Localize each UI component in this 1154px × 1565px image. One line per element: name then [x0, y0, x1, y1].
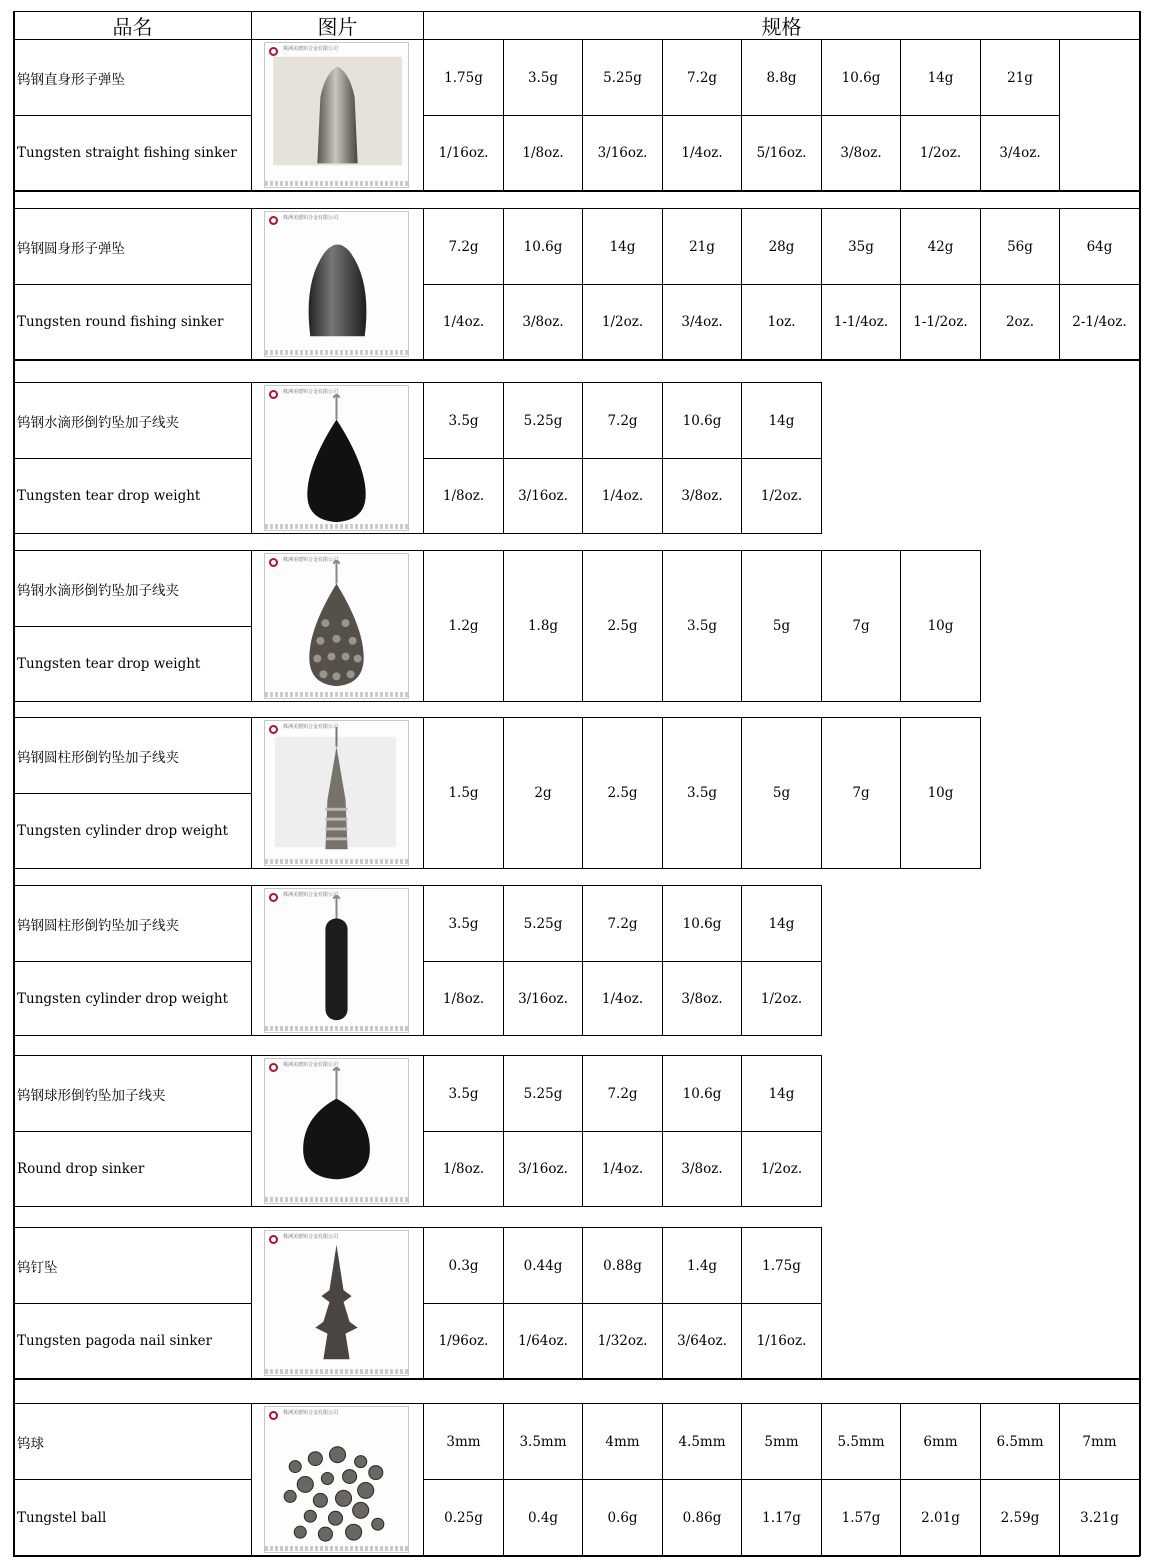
spec-row1-cell: 35g	[821, 208, 901, 285]
bullet-round-icon	[252, 209, 423, 359]
spec-row1-cell: 3.5mm	[503, 1403, 583, 1480]
image-footer	[265, 692, 408, 697]
bullet-round-icon-drawing	[265, 212, 408, 356]
product-image-cell	[251, 39, 424, 191]
spec-row2-cell: 3/8oz.	[662, 458, 742, 534]
spec-weight-cell: 10g	[900, 717, 981, 869]
spec-row2-cell: 3.21g	[1059, 1479, 1140, 1556]
spec-row2-cell: 1.57g	[821, 1479, 901, 1556]
spec-row1-cell: 5.25g	[582, 39, 663, 116]
spec-row2-cell: 1/8oz.	[503, 115, 583, 191]
spec-row1-cell: 1.75g	[741, 1227, 822, 1304]
spec-row2-cell: 1oz.	[741, 284, 822, 360]
spec-row2-cell: 1-1/2oz.	[900, 284, 981, 360]
spec-row1-cell: 14g	[900, 39, 981, 116]
spec-row2-cell: 1/16oz.	[423, 115, 504, 191]
spec-row1-cell: 5.25g	[503, 1055, 583, 1132]
spec-weight-cell: 5g	[741, 717, 822, 869]
spec-row2-cell: 1-1/4oz.	[821, 284, 901, 360]
product-name-en: Round drop sinker	[13, 1131, 252, 1207]
spec-row1-cell: 3.5g	[423, 382, 504, 459]
spec-row1-cell: 14g	[741, 382, 822, 459]
product-name-en: Tungsten straight fishing sinker	[13, 115, 252, 191]
block-separator	[13, 1555, 1140, 1557]
brand-line: 株洲美德钨合金有限公司	[283, 557, 339, 563]
product-name-cn: 钨钉坠	[13, 1227, 252, 1304]
product-name-cn: 钨钢水滴形倒钓坠加子线夹	[13, 382, 252, 459]
spec-row2-cell: 1/4oz.	[582, 961, 663, 1036]
spec-row2-cell: 3/16oz.	[503, 961, 583, 1036]
bullet-straight-icon	[252, 40, 423, 190]
product-image-cell	[251, 550, 424, 702]
spec-row2-cell: 2.59g	[980, 1479, 1060, 1556]
bullet-straight-icon-drawing	[265, 43, 408, 187]
product-image-cell	[251, 1227, 424, 1379]
spec-row1-cell: 14g	[741, 1055, 822, 1132]
spec-row2-cell: 1/8oz.	[423, 961, 504, 1036]
spec-weight-cell: 2g	[503, 717, 583, 869]
image-footer	[265, 859, 408, 864]
spec-weight-cell: 7g	[821, 717, 901, 869]
spec-row1-cell: 10.6g	[503, 208, 583, 285]
block-separator	[13, 1378, 1140, 1380]
product-name-cn: 钨钢水滴形倒钓坠加子线夹	[13, 550, 252, 627]
spec-row2-cell: 1/4oz.	[582, 458, 663, 534]
teardrop-studded-icon-drawing	[265, 554, 408, 698]
product-name-en: Tungsten cylinder drop weight	[13, 961, 252, 1036]
product-name-cn: 钨钢圆柱形倒钓坠加子线夹	[13, 717, 252, 794]
spec-row2-cell: 1/4oz.	[582, 1131, 663, 1207]
spec-row2-cell: 3/4oz.	[980, 115, 1060, 191]
spec-row2-cell: 1/2oz.	[900, 115, 981, 191]
header-spec: 规格	[423, 11, 1140, 40]
spec-row1-cell: 10.6g	[662, 885, 742, 962]
spec-row2-cell: 3/8oz.	[662, 1131, 742, 1207]
spec-row1-cell: 0.44g	[503, 1227, 583, 1304]
empty-spec-area	[1059, 39, 1140, 191]
image-footer	[265, 1546, 408, 1551]
spec-row2-cell: 5/16oz.	[741, 115, 822, 191]
spec-row1-cell: 5.25g	[503, 382, 583, 459]
spec-row1-cell: 6mm	[900, 1403, 981, 1480]
spec-row2-cell: 1/2oz.	[741, 961, 822, 1036]
product-name-cn: 钨球	[13, 1403, 252, 1480]
spec-row1-cell: 5mm	[741, 1403, 822, 1480]
tungsten-balls-icon	[252, 1404, 423, 1555]
spec-row2-cell: 3/16oz.	[582, 115, 663, 191]
teardrop-icon	[252, 383, 423, 533]
brand-line: 株洲美德钨合金有限公司	[283, 1410, 339, 1416]
spec-row1-cell: 7.2g	[582, 382, 663, 459]
spec-row2-cell: 2.01g	[900, 1479, 981, 1556]
brand-line: 株洲美德钨合金有限公司	[283, 389, 339, 395]
spec-row1-cell: 7.2g	[662, 39, 742, 116]
spec-row1-cell: 56g	[980, 208, 1060, 285]
spec-row2-cell: 0.6g	[582, 1479, 663, 1556]
spec-weight-cell: 2.5g	[582, 717, 663, 869]
spec-row2-cell: 1/8oz.	[423, 1131, 504, 1207]
product-name-cn: 钨钢圆身形子弹坠	[13, 208, 252, 285]
spec-row1-cell: 42g	[900, 208, 981, 285]
product-name-cn: 钨钢圆柱形倒钓坠加子线夹	[13, 885, 252, 962]
image-footer	[265, 181, 408, 186]
product-image-cell	[251, 1403, 424, 1556]
block-separator	[13, 359, 1140, 361]
spec-row1-cell: 21g	[662, 208, 742, 285]
spec-row2-cell: 1/32oz.	[582, 1303, 663, 1379]
spec-row1-cell: 4.5mm	[662, 1403, 742, 1480]
header-name: 品名	[13, 11, 252, 40]
spec-row2-cell: 1/16oz.	[741, 1303, 822, 1379]
image-footer	[265, 350, 408, 355]
brand-line: 株洲美德钨合金有限公司	[283, 724, 339, 730]
spec-row1-cell: 28g	[741, 208, 822, 285]
spec-weight-cell: 2.5g	[582, 550, 663, 702]
brand-line: 株洲美德钨合金有限公司	[283, 1234, 339, 1240]
spec-row2-cell: 1/2oz.	[741, 1131, 822, 1207]
spec-row2-cell: 3/16oz.	[503, 1131, 583, 1207]
spec-row1-cell: 6.5mm	[980, 1403, 1060, 1480]
spec-row1-cell: 10.6g	[821, 39, 901, 116]
spec-row2-cell: 2-1/4oz.	[1059, 284, 1140, 360]
spec-row2-cell: 3/8oz.	[662, 961, 742, 1036]
spec-row2-cell: 3/4oz.	[662, 284, 742, 360]
spec-row2-cell: 1/2oz.	[741, 458, 822, 534]
spec-row1-cell: 1.75g	[423, 39, 504, 116]
spec-row1-cell: 0.3g	[423, 1227, 504, 1304]
spec-weight-cell: 3.5g	[662, 717, 742, 869]
brand-line: 株洲美德钨合金有限公司	[283, 215, 339, 221]
header-picture: 图片	[251, 11, 424, 40]
product-image-cell	[251, 717, 424, 869]
spec-row2-cell: 0.86g	[662, 1479, 742, 1556]
cylinder-icon	[252, 886, 423, 1035]
brand-line: 株洲美德钨合金有限公司	[283, 46, 339, 52]
image-footer	[265, 1197, 408, 1202]
spec-row2-cell: 3/16oz.	[503, 458, 583, 534]
spec-weight-cell: 1.5g	[423, 717, 504, 869]
spec-row1-cell: 1.4g	[662, 1227, 742, 1304]
teardrop-studded-icon	[252, 551, 423, 701]
spec-row2-cell: 3/64oz.	[662, 1303, 742, 1379]
block-separator	[13, 190, 1140, 192]
spec-row1-cell: 5.25g	[503, 885, 583, 962]
product-name-en: Tungsten cylinder drop weight	[13, 793, 252, 869]
spec-row1-cell: 10.6g	[662, 382, 742, 459]
spec-row1-cell: 3mm	[423, 1403, 504, 1480]
spec-row2-cell: 1/4oz.	[423, 284, 504, 360]
spec-weight-cell: 5g	[741, 550, 822, 702]
product-image-cell	[251, 885, 424, 1036]
spec-row1-cell: 3.5g	[423, 885, 504, 962]
spec-row1-cell: 5.5mm	[821, 1403, 901, 1480]
product-name-cn: 钨钢球形倒钓坠加子线夹	[13, 1055, 252, 1132]
spec-row1-cell: 7.2g	[582, 1055, 663, 1132]
round-drop-icon-drawing	[265, 1059, 408, 1203]
product-image-cell	[251, 1055, 424, 1207]
spec-row1-cell: 8.8g	[741, 39, 822, 116]
spec-row1-cell: 4mm	[582, 1403, 663, 1480]
image-footer	[265, 1026, 408, 1031]
spec-weight-cell: 1.8g	[503, 550, 583, 702]
spec-row2-cell: 3/8oz.	[821, 115, 901, 191]
product-name-en: Tungstel ball	[13, 1479, 252, 1556]
spec-row2-cell: 0.4g	[503, 1479, 583, 1556]
spec-row2-cell: 0.25g	[423, 1479, 504, 1556]
spec-row1-cell: 0.88g	[582, 1227, 663, 1304]
product-image-cell	[251, 382, 424, 534]
spec-row1-cell: 14g	[741, 885, 822, 962]
cylinder-grooved-icon	[252, 718, 423, 868]
spec-weight-cell: 7g	[821, 550, 901, 702]
spec-weight-cell: 3.5g	[662, 550, 742, 702]
spec-row1-cell: 7.2g	[423, 208, 504, 285]
product-image-cell	[251, 208, 424, 360]
spec-row2-cell: 1/2oz.	[582, 284, 663, 360]
teardrop-icon-drawing	[265, 386, 408, 530]
spec-row1-cell: 3.5g	[503, 39, 583, 116]
brand-line: 株洲美德钨合金有限公司	[283, 892, 339, 898]
product-name-en: Tungsten tear drop weight	[13, 458, 252, 534]
spec-row1-cell: 64g	[1059, 208, 1140, 285]
product-name-cn: 钨钢直身形子弹坠	[13, 39, 252, 116]
spec-row1-cell: 3.5g	[423, 1055, 504, 1132]
image-footer	[265, 1369, 408, 1374]
spec-row1-cell: 7.2g	[582, 885, 663, 962]
product-name-en: Tungsten round fishing sinker	[13, 284, 252, 360]
spec-row1-cell: 7mm	[1059, 1403, 1140, 1480]
spec-row2-cell: 1/8oz.	[423, 458, 504, 534]
spec-row2-cell: 1/4oz.	[662, 115, 742, 191]
cylinder-icon-drawing	[265, 889, 408, 1032]
spec-row2-cell: 1.17g	[741, 1479, 822, 1556]
pagoda-nail-icon	[252, 1228, 423, 1378]
tungsten-balls-icon-drawing	[265, 1407, 408, 1552]
spec-row2-cell: 1/96oz.	[423, 1303, 504, 1379]
spec-row2-cell: 3/8oz.	[503, 284, 583, 360]
spec-row1-cell: 14g	[582, 208, 663, 285]
product-name-en: Tungsten pagoda nail sinker	[13, 1303, 252, 1379]
spec-row2-cell: 1/64oz.	[503, 1303, 583, 1379]
spec-row1-cell: 10.6g	[662, 1055, 742, 1132]
image-footer	[265, 524, 408, 529]
product-name-en: Tungsten tear drop weight	[13, 626, 252, 702]
spec-weight-cell: 10g	[900, 550, 981, 702]
brand-line: 株洲美德钨合金有限公司	[283, 1062, 339, 1068]
round-drop-icon	[252, 1056, 423, 1206]
pagoda-nail-icon-drawing	[265, 1231, 408, 1375]
spec-row1-cell: 21g	[980, 39, 1060, 116]
cylinder-grooved-icon-drawing	[265, 721, 408, 865]
spec-row2-cell: 2oz.	[980, 284, 1060, 360]
spec-weight-cell: 1.2g	[423, 550, 504, 702]
